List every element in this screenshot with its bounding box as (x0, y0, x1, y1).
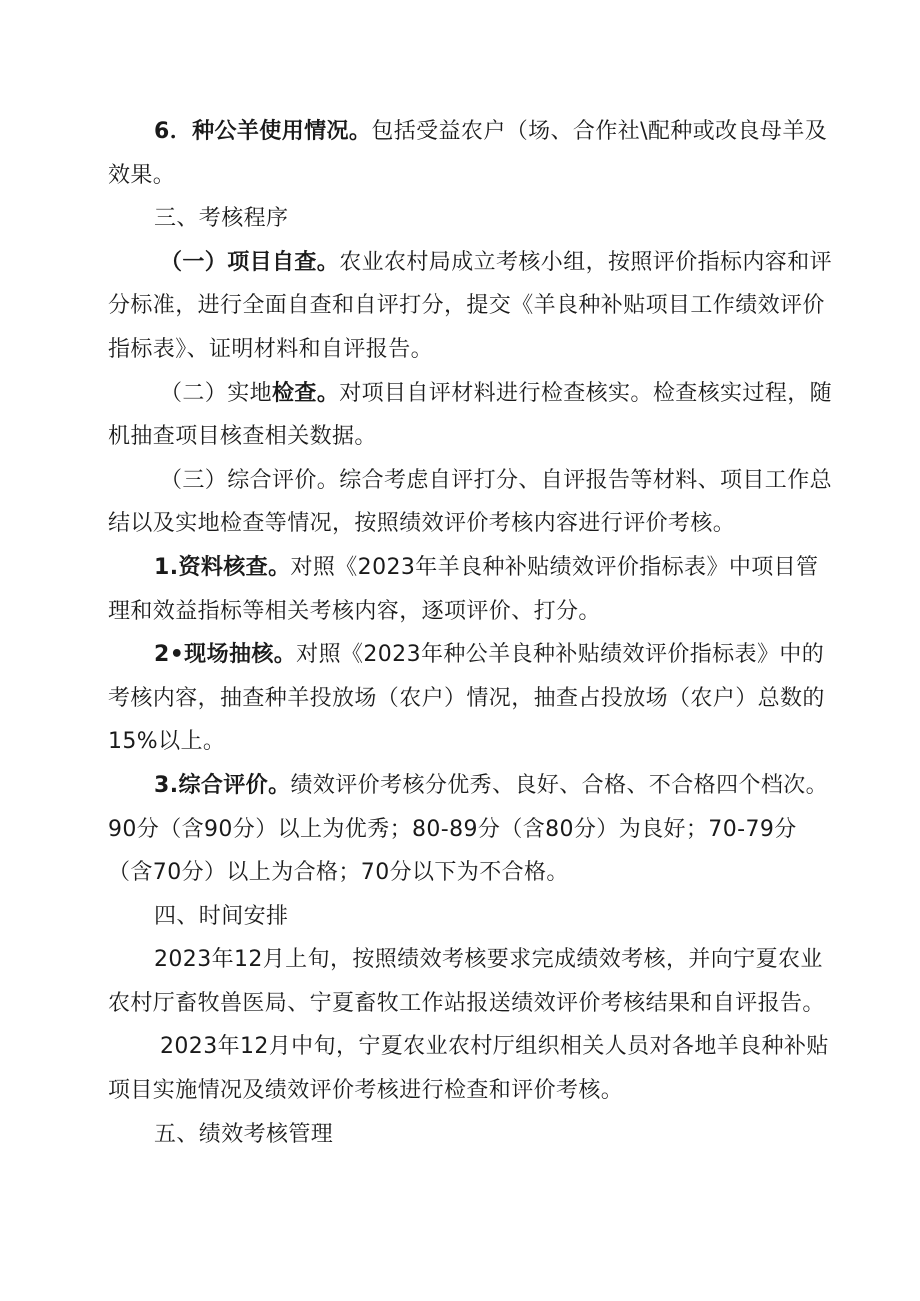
paragraph-lead-plain: （二）实地 (160, 380, 273, 406)
paragraph-step-3 (108, 459, 836, 546)
paragraph-text: （三）综合评价。综合考虑自评打分、自评报告等材料、项目工作总结以及实地检查等情况，按照绩效评价考核内容进行评价考核。 (108, 467, 833, 537)
paragraph-lead: 1.资料核查。 (154, 554, 291, 580)
paragraph-time-2 (108, 1025, 836, 1112)
paragraph-text: 包括受益农户（场、合作社\配种或改良母羊及效果。 (108, 119, 828, 188)
paragraph-text: 对照《2023年种公羊良种补贴绩效评价指标表》中的考核内容，抽查种羊投放场（农户）情况，抽查占投放场（农户）总数的15%以上。 (108, 642, 825, 755)
paragraph-text: 对照《2023年羊良种补贴绩效评价指标表》中项目管理和效益指标等相关考核内容，逐项评价、打分。 (108, 554, 819, 624)
section-heading-4 (108, 895, 836, 939)
section-heading-3 (108, 197, 836, 241)
section-heading-5 (108, 1113, 836, 1157)
paragraph-time-1 (108, 938, 836, 1025)
paragraph-text: 农业农村局成立考核小组，按照评价指标内容和评分标准，进行全面自查和自评打分，提交《羊良种补贴项目工作绩效评价指标表》、证明材料和自评报告。 (108, 249, 833, 362)
paragraph-lead: 检查。 (272, 380, 340, 406)
paragraph-text: 2023年12月中旬，宁夏农业农村厅组织相关人员对各地羊良种补贴项目实施情况及绩效评价考核进行检查和评价考核。 (108, 1034, 829, 1104)
paragraph-sub-1 (108, 546, 836, 633)
paragraph-item-6 (108, 110, 836, 197)
paragraph-lead: 3.综合评价。 (154, 772, 291, 798)
paragraph-sub-3 (108, 764, 836, 895)
paragraph-sub-2 (108, 633, 836, 764)
paragraph-text: 2023年12月上旬，按照绩效考核要求完成绩效考核，并向宁夏农业农村厅畜牧兽医局、宁夏畜牧工作站报送绩效评价考核结果和自评报告。 (108, 947, 825, 1016)
paragraph-text: 绩效评价考核分优秀、良好、合格、不合格四个档次。90分（含90分）以上为优秀；80-89分（含80分）为良好；70-79分（含70分）以上为合格；70分以下为不合格。 (108, 772, 829, 886)
heading-text: 三、考核程序 (154, 206, 289, 232)
heading-text: 四、时间安排 (154, 903, 289, 929)
document-body (108, 110, 836, 1156)
heading-text: 五、绩效考核管理 (154, 1121, 334, 1147)
paragraph-lead: 6．种公羊使用情况。 (154, 119, 372, 144)
paragraph-step-1 (108, 241, 836, 372)
paragraph-lead: （一）项目自查。 (160, 249, 340, 275)
paragraph-step-2 (108, 372, 836, 459)
paragraph-text: 对项目自评材料进行检查核实。检查核实过程，随机抽查项目核查相关数据。 (108, 380, 833, 450)
paragraph-lead: 2•现场抽核。 (154, 642, 297, 668)
